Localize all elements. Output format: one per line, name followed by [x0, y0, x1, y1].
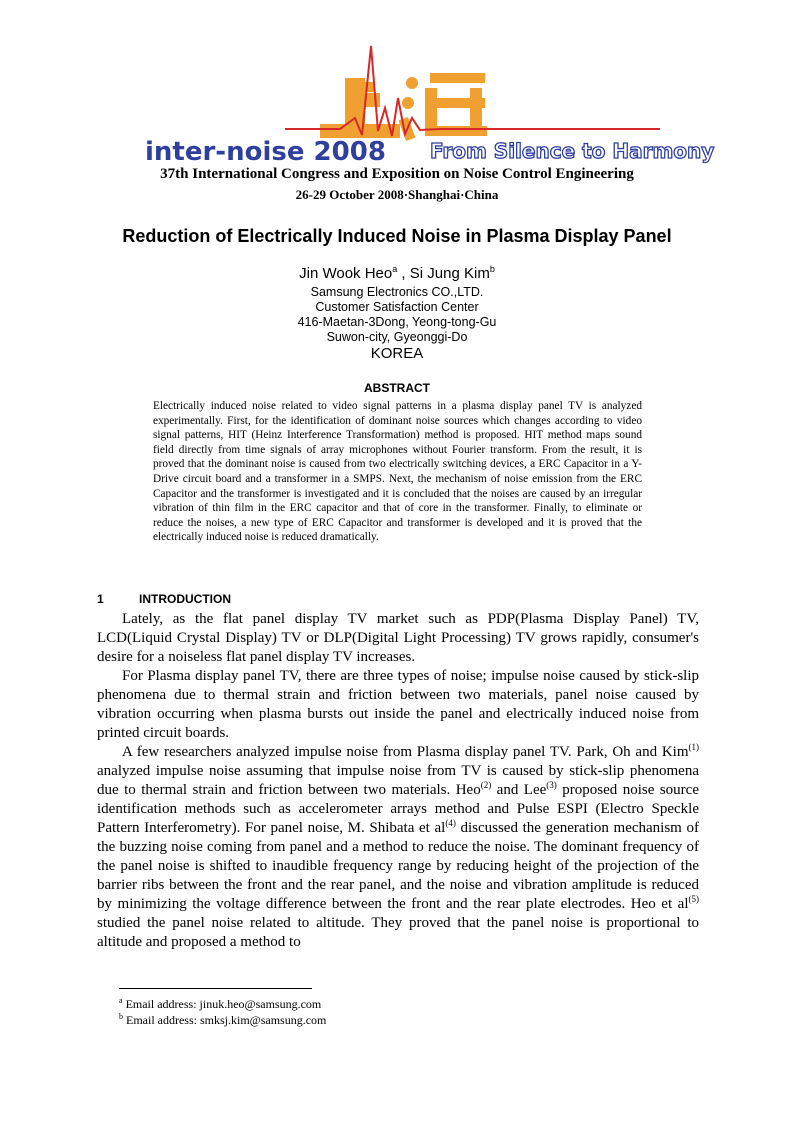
body-paragraph: [97, 743, 699, 952]
shanghai-character-right: [399, 73, 487, 141]
text-run: discussed the generation mechanism of the buzzing noise coming from panel and a method to reduce the noise. The dominant frequency of the panel noise is shifted to inaudible frequency range by reducing height of the projection of the barrier ribs between the front and the rear panel, and the noise and vibration amplitude is reduced by minimizing the voltage difference between the front and the rear plate electrodes. Heo et al: [97, 820, 699, 912]
paper-title: Reduction of Electrically Induced Noise in Plasma Display Panel: [122, 226, 672, 246]
citation-ref: (5): [688, 894, 699, 904]
affiliation-line: 416-Maetan-3Dong, Yeong-tong-Gu: [297, 315, 497, 329]
citation-ref: (4): [445, 818, 456, 828]
affiliation-line: Customer Satisfaction Center: [315, 300, 479, 314]
footnote-b: [119, 1012, 326, 1028]
footnote-divider: [119, 988, 312, 989]
slogan-text: From Silence to Harmony: [430, 139, 715, 163]
footnote-mark: b: [119, 1012, 123, 1021]
section-number: 1: [97, 592, 104, 606]
text-run: A few researchers analyzed impulse noise from Plasma display panel TV. Park, Oh and Kim: [122, 744, 689, 760]
author-name: Si Jung Kim: [409, 265, 490, 282]
introduction-body: [97, 610, 699, 952]
footnote-mark: a: [119, 996, 123, 1005]
body-paragraph: Lately, as the flat panel display TV market such as PDP(Plasma Display Panel) TV, LCD(Liquid Crystal Display) TV or DLP(Digital Light Processing) TV grows rapidly, consumer's desire for a noiseless flat panel display TV increases.: [97, 611, 699, 665]
conference-title: 37th International Congress and Exposition on Noise Control Engineering: [160, 166, 634, 182]
section-title: INTRODUCTION: [139, 592, 231, 606]
abstract-heading: ABSTRACT: [364, 381, 430, 395]
author-separator: ,: [397, 265, 410, 282]
logo-text: inter-noise 2008: [145, 137, 386, 167]
author-mark: a: [392, 264, 398, 274]
text-run: and Lee: [491, 782, 547, 798]
citation-ref: (2): [480, 780, 492, 790]
affiliation-line: Samsung Electronics CO.,LTD.: [310, 285, 484, 299]
footnote-text: Email address: smksj.kim@samsung.com: [126, 1013, 327, 1027]
conference-logo: [140, 38, 715, 168]
body-paragraph: For Plasma display panel TV, there are three types of noise; impulse noise caused by stick-slip phenomena due to thermal strain and friction between two materials, panel noise caused by vibration occurring when plasma bursts out inside the panel and electrically induced noise from printed circuit boards.: [97, 668, 699, 741]
citation-ref: (3): [546, 780, 557, 790]
author-name: Jin Wook Heo: [299, 265, 393, 282]
affiliation-country: KOREA: [370, 345, 424, 362]
citation-ref: (1): [688, 742, 699, 752]
text-run: proposed noise source identification methods such as accelerometer arrays method and Pulse ESPI (Electro Speckle Pattern Interferometry). For panel noise, M. Shibata et al: [97, 782, 699, 836]
conference-date: 26-29 October 2008·Shanghai·China: [295, 187, 499, 202]
footnote-text: Email address: jinuk.heo@samsung.com: [125, 997, 322, 1011]
section-heading: [97, 592, 231, 606]
text-run: studied the panel noise related to altitude. They proved that the panel noise is proportional to altitude and proposed a method to: [97, 915, 699, 950]
footnote-a: [119, 996, 321, 1012]
author-list: [100, 264, 694, 282]
abstract-text: Electrically induced noise related to video signal patterns in a plasma display panel TV is analyzed experimentally. First, for the identification of dominant noise sources which changes according to video signal patterns, HIT (Heinz Interference Transformation) method is proposed. HIT method maps sound field directly from time signals of array microphones without Fourier transform. From the result, it is proved that the dominant noise is caused from two electrically switching devices, a ERC Capacitor in a Y-Drive circuit board and a transformer in a SMPS. Next, the mechanism of noise emission from the ERC Capacitor and the transformer is investigated and it is concluded that the noises are caused by an irregular vibration of thin film in the ERC capacitor and that of core in the transformer. Finally, to eliminate or reduce the noises, a new type of ERC Capacitor and transformer is developed and it is proved that the electrically induced noise is reduced dramatically.: [153, 400, 642, 544]
text-run: analyzed impulse noise assuming that impulse noise from TV is caused by stick-slip phenomena due to thermal strain and friction between two materials. Heo: [97, 763, 699, 798]
affiliation-line: Suwon-city, Gyeonggi-Do: [326, 330, 468, 344]
author-mark: b: [489, 264, 495, 274]
